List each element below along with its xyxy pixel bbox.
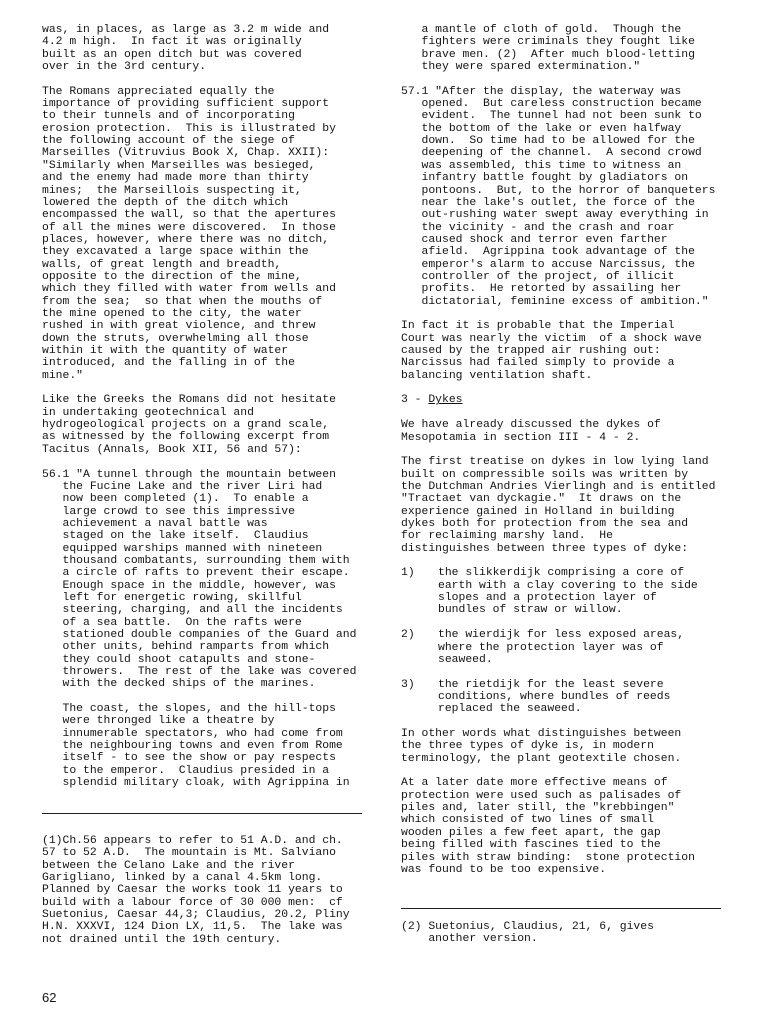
left-column	[42, 24, 370, 802]
list-text: the wierdijk for less exposed areas, where the protection layer was of seaweed.	[438, 629, 685, 666]
list-text: the rietdijk for the least severe conditions, where bundles of reeds replaced the seaweed.	[438, 678, 671, 716]
paragraph: In fact it is probable that the Imperial Court was nearly the victim of a shock wave caused by the trapped air rushing out: Narcissus had failed simply to provide a balancing ventilation shaft.	[401, 320, 702, 382]
section-number: 3 -	[401, 394, 429, 407]
quote-paragraph: a mantle of cloth of gold. Though the fighters were criminals they fought like brave men. (2) After much blood-letting they were spared extermination."	[421, 24, 695, 74]
list-item	[401, 567, 727, 616]
quote-paragraph: 56.1 "A tunnel through the mountain between the Fucine Lake and the river Liri had now been completed (1). To enable a large crowd to see this impressive achievement a naval battle was staged on the lake itself. Claudius equipped warships manned with nineteen thousand combatants, surrounding them with a circle of rafts to prevent their escape. Enough space in the middle, however, was left for energetic rowing, skillful steering, charging, and all the incidents of a sea battle. On the rafts were stationed double companies of the Guard and other units, behind ramparts from which they could shoot catapults and stone- throwers. The rest of the lake was covered with the decked ships of the marines.	[42, 468, 357, 691]
list-item	[401, 629, 727, 666]
section-heading	[401, 394, 727, 406]
list-text: the slikkerdijk comprising a core of earth with a clay covering to the side slopes and a protection layer of bundles of straw or willow.	[438, 567, 698, 617]
footnote-2: (2) Suetonius, Claudius, 21, 6, gives another version.	[401, 921, 654, 946]
list-item	[401, 679, 727, 716]
quote-paragraph: 57.1 "After the display, the waterway was opened. But careless construction became evident. The tunnel had not been sunk to the bottom of the lake or even halfway down. So time had to be allowed for the deepening of the channel. A second crowd was assembled, this time to witness an infantry battle fought by gladiators on pontoons. But, to the horror of banqueters near the lake's outlet, the force of the out-rushing water swept away everything in the vicinity - and the crash and roar caused shock and terror even farther afield. Agrippina took advantage of the emperor's alarm to accuse Narcissus, the controller of the project, of illicit profits. He retorted by assailing her dictatorial, feminine excess of ambition."	[401, 85, 716, 308]
paragraph: The Romans appreciated equally the importance of providing sufficient support to their tunnels and of incorporating erosion protection. This is illustrated by the following account of the siege of Marseilles (Vitruvius Book X, Chap. XXII): "Similarly when Marseilles was besieged, and the enemy had made more than thirty mines; the Marseillois suspecting it, lowered the depth of the ditch which encompassed the wall, so that the apertures of all the mines were discovered. In those places, however, where there was no ditch, they excavated a large space within the walls, of great length and breadth, opposite to the direction of the mine, which they filled with water from wells and from the sea; so that when the mouths of the mine opened to the city, the water rushed in with great violence, and threw down the struts, overwhelming all those within it with the quantity of water introduced, and the falling in of the mine."	[42, 85, 336, 382]
footnote-divider	[42, 813, 362, 814]
paragraph: We have already discussed the dykes of Mesopotamia in section III - 4 - 2.	[401, 419, 661, 444]
page-number: 62	[42, 990, 57, 1005]
paragraph: At a later date more effective means of protection were used such as palisades of piles and, later still, the "krebbingen" which consisted of two lines of small wooden piles a few feet apart, the gap being filled with fascines tied to the piles with straw binding: stone protection was found to be too expensive.	[401, 777, 695, 876]
list-number: 1)	[401, 567, 415, 580]
paragraph: The first treatise on dykes in low lying land built on compressible soils was written by the Dutchman Andries Vierlingh and is entitled "Tractaet van dyckagie." It draws on the experience gained in Holland in building dykes both for protection from the sea and for reclaiming marshy land. He distinguishes between three types of dyke:	[401, 456, 716, 555]
footnote-divider	[401, 908, 721, 909]
quote-paragraph: The coast, the slopes, and the hill-tops were thronged like a theatre by innumerable spectators, who had come from the neighbouring towns and even from Rome itself - to see the show or pay respects to the emperor. Claudius presided in a splendid military cloak, with Agrippina in	[62, 703, 350, 790]
footnote-1: (1)Ch.56 appears to refer to 51 A.D. and ch. 57 to 52 A.D. The mountain is Mt. Salviano between the Celano Lake and the river Garigliano, linked by a canal 4.5km long. Planned by Caesar the works took 11 years to build with a labour force of 30 000 men: cf Suetonius, Caesar 44,3; Claudius, 20.2, Pliny H.N. XXXVI, 124 Dion LX, 11,5. The lake was not drained until the 19th century.	[42, 835, 350, 946]
paragraph: In other words what distinguishes between the three types of dyke is, in modern terminology, the plant geotextile chosen.	[401, 728, 682, 765]
right-column	[401, 24, 727, 889]
section-title: Dykes	[428, 394, 463, 407]
paragraph: was, in places, as large as 3.2 m wide and 4.2 m high. In fact it was originally built as an open ditch but was covered over in the 3rd century.	[42, 24, 330, 74]
list-number: 3)	[401, 678, 415, 691]
list-number: 2)	[401, 629, 415, 642]
paragraph: Like the Greeks the Romans did not hesitate in undertaking geotechnical and hydrogeological projects on a grand scale, as witnessed by the following excerpt from Tacitus (Annals, Book XII, 56 and 57):	[42, 394, 336, 456]
